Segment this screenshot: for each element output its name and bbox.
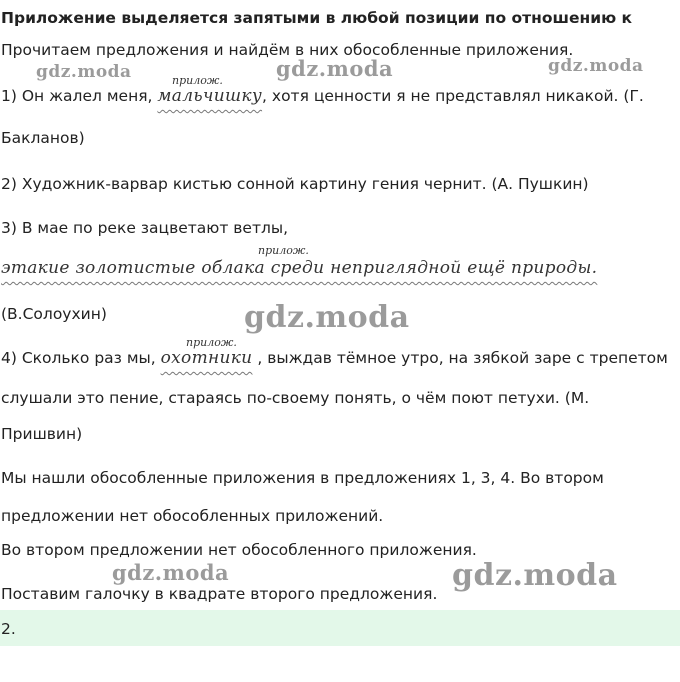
sentence-4-line-1 [1, 348, 668, 368]
appositive-note-3: прилож. [258, 244, 309, 257]
answer-bar [0, 610, 680, 646]
sentence-1-post: , хотя ценности я не представлял никакой. (Г. [262, 87, 644, 105]
sentence-1-pre: 1) Он жалел меня, [1, 87, 158, 105]
sentence-2: 2) Художник-варвар кистью сонной картину гения чернит. (А. Пушкин) [1, 175, 589, 193]
sentence-3-line-1: 3) В мае по реке зацветают ветлы, [1, 219, 289, 237]
appositive-note-1: прилож. [172, 74, 223, 87]
watermark: gdz.moda [244, 300, 410, 335]
sentence-4-line-3: Пришвин) [1, 425, 83, 443]
watermark: gdz.moda [36, 62, 132, 82]
watermark: gdz.moda [112, 560, 230, 585]
watermark: gdz.moda [276, 56, 394, 81]
conclusion-line-2: предложении нет обособленных приложений. [1, 507, 384, 525]
intro-text: Прочитаем предложения и найдём в них обособленные приложения. [1, 41, 574, 59]
sentence-3-appositive: этакие золотистые облака среди неприглядной ещё природы. [1, 258, 598, 278]
sentence-4-post: , выждав тёмное утро, на зябкой заре с трепетом [252, 349, 668, 367]
sentence-4-appositive: охотники [160, 348, 253, 368]
heading: Приложение выделяется запятыми в любой позиции по отношению к [1, 9, 633, 27]
conclusion-line-4: Поставим галочку в квадрате второго предложения. [1, 585, 438, 603]
conclusion-line-1: Мы нашли обособленные приложения в предложениях 1, 3, 4. Во втором [1, 469, 604, 487]
watermark: gdz.moda [548, 56, 644, 76]
conclusion-line-3: Во втором предложении нет обособленного приложения. [1, 541, 477, 559]
sentence-1 [1, 86, 644, 106]
sentence-4-line-2: слушали это пение, стараясь по-своему понять, о чём поют петухи. (М. [1, 389, 590, 407]
sentence-3-appositive-line [1, 258, 597, 278]
sentence-3-author: (В.Солоухин) [1, 305, 107, 323]
sentence-1-continuation: Бакланов) [1, 129, 85, 147]
watermark: gdz.moda [452, 558, 618, 593]
answer-text: 2. [1, 620, 16, 638]
sentence-1-appositive: мальчишку [157, 86, 263, 106]
appositive-note-4: прилож. [186, 336, 237, 349]
sentence-4-pre: 4) Сколько раз мы, [1, 349, 161, 367]
